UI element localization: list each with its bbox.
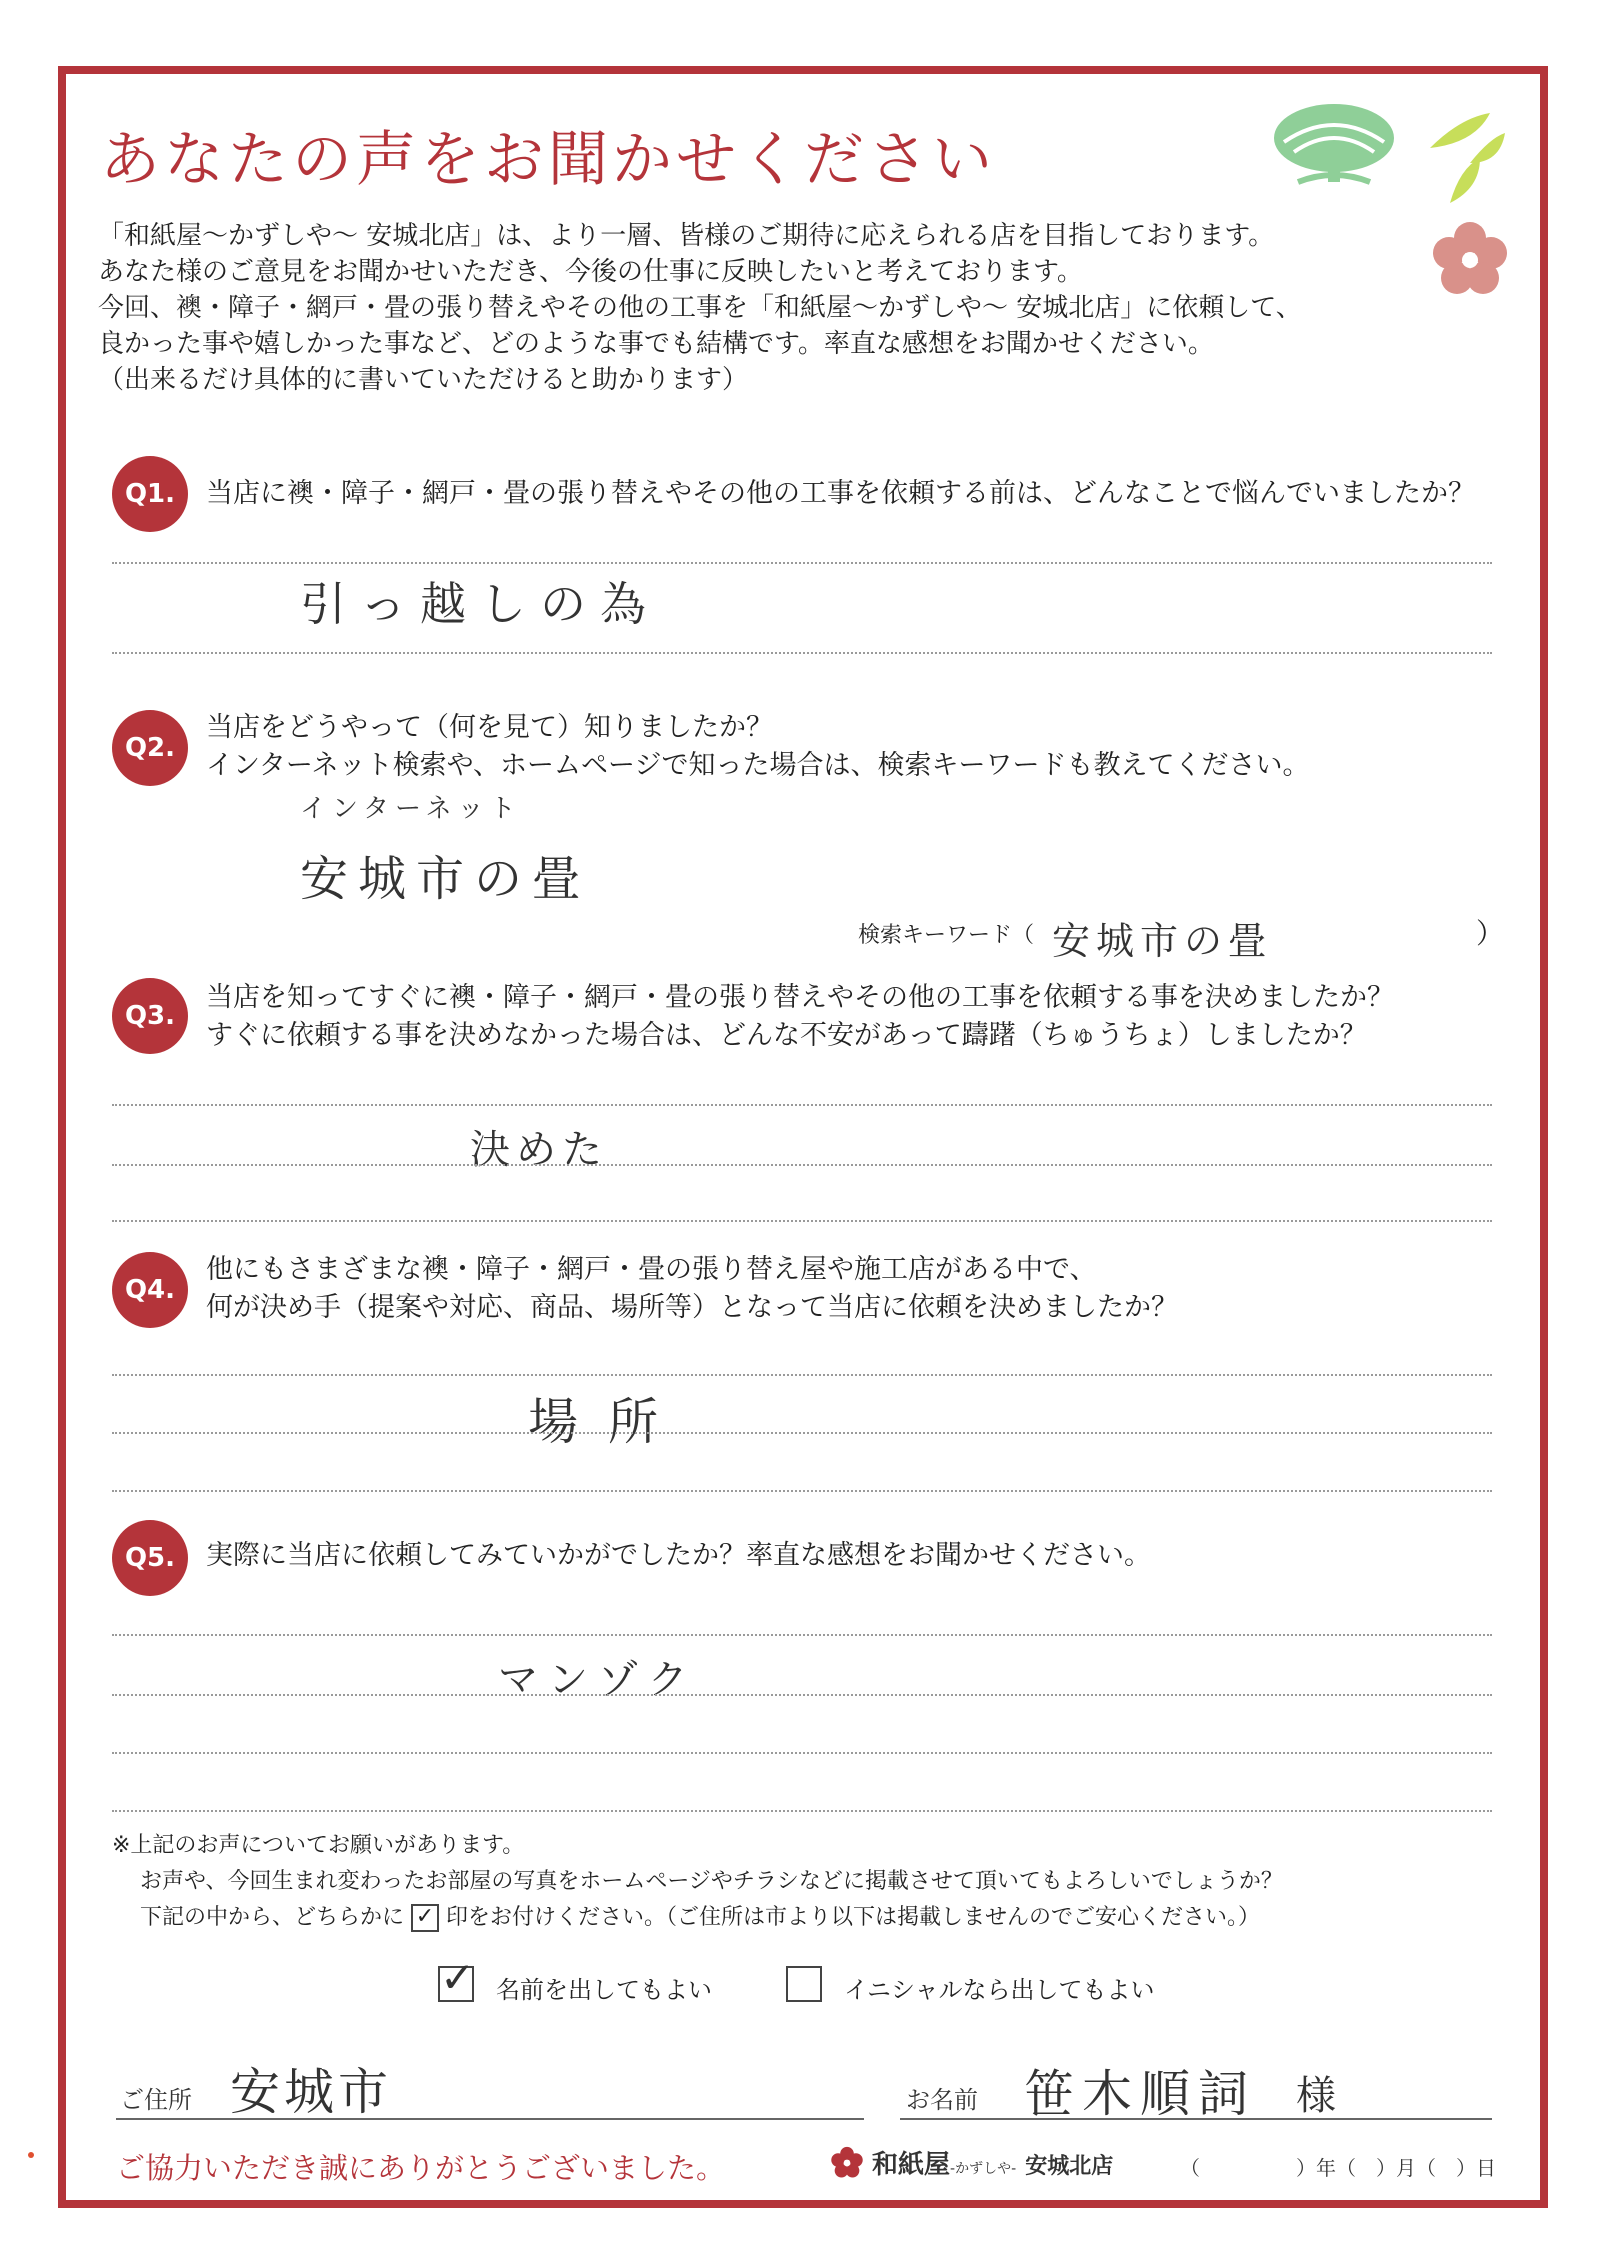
date-day[interactable]: ）日 bbox=[1456, 2156, 1496, 2180]
date-year[interactable]: ）年（ bbox=[1296, 2156, 1356, 2180]
consent-notes bbox=[112, 1828, 1283, 1936]
address-value[interactable]: 安城市 bbox=[230, 2063, 392, 2121]
brand-name bbox=[872, 2144, 1113, 2181]
intro-line: 「和紙屋～かずしや～ 安城北店」は、より一層、皆様のご期待に応えられる店を目指しております。 bbox=[98, 221, 1275, 251]
option1-check-icon: ✓ bbox=[440, 1953, 476, 2002]
intro-text bbox=[98, 218, 1428, 398]
q3-text-line2: すぐに依頼する事を決めなかった場合は、どんな不安があって躊躇（ちゅうちょ）しましたか？ bbox=[206, 1020, 1367, 1051]
thanks-message: ご協力いただき誠にありがとうございました。 bbox=[116, 2151, 726, 2185]
keyword-value[interactable]: 安城市の畳 bbox=[1052, 919, 1273, 963]
q1-text: 当店に襖・障子・網戸・畳の張り替えやその他の工事を依頼する前は、どんなことで悩んでいましたか？ bbox=[206, 478, 1475, 509]
q4-badge: Q4. bbox=[112, 1252, 188, 1328]
brand-main: 和紙屋 bbox=[872, 2150, 951, 2180]
note-line: お声や、今回生まれ変わったお部屋の写真をホームページやチラシなどに掲載させて頂いてもよろしいでしょうか？ bbox=[140, 1869, 1283, 1894]
answer-line bbox=[112, 1164, 1492, 1166]
q2-text-line1: 当店をどうやって（何を見て）知りましたか？ bbox=[206, 712, 773, 743]
address-label: ご住所 bbox=[120, 2086, 192, 2114]
bamboo-leaf-icon bbox=[1420, 108, 1510, 208]
date-open: （ bbox=[1180, 2156, 1200, 2180]
name-label: お名前 bbox=[906, 2086, 978, 2114]
name-value[interactable]: 笹木順詞 bbox=[1024, 2065, 1256, 2123]
answer-line bbox=[112, 1490, 1492, 1492]
answer-line bbox=[112, 562, 1492, 564]
intro-line: （出来るだけ具体的に書いていただけると助かります） bbox=[98, 365, 749, 395]
answer-line bbox=[112, 1634, 1492, 1636]
q4-answer[interactable]: 場所 bbox=[528, 1393, 688, 1451]
note-line-instruction bbox=[112, 1900, 1283, 1936]
honorific: 様 bbox=[1296, 2073, 1336, 2119]
answer-line bbox=[112, 1694, 1492, 1696]
intro-line: 良かった事や嬉しかった事など、どのような事でも結構です。率直な感想をお聞かせください。 bbox=[98, 329, 1214, 359]
inline-check-icon: ✓ bbox=[411, 1904, 439, 1932]
q3-badge: Q3. bbox=[112, 978, 188, 1054]
note-line: ※上記のお声についてお願いがあります。 bbox=[112, 1833, 525, 1858]
answer-line bbox=[112, 1752, 1492, 1754]
answer-line bbox=[112, 1104, 1492, 1106]
brand-flower-icon bbox=[830, 2146, 864, 2180]
q5-answer[interactable]: マンゾク bbox=[498, 1657, 698, 1703]
intro-line: 今回、襖・障子・網戸・畳の張り替えやその他の工事を「和紙屋～かずしや～ 安城北店」に依頼して、 bbox=[98, 293, 1302, 323]
name-underline bbox=[900, 2118, 1492, 2120]
keyword-label: 検索キーワード（ bbox=[858, 923, 1035, 948]
option2-label: イニシャルなら出してもよい bbox=[844, 1976, 1155, 2004]
note-line: 印をお付けください。（ご住所は市より以下は掲載しませんのでご安心ください。） bbox=[446, 1905, 1261, 1930]
q2-badge: Q2. bbox=[112, 710, 188, 786]
address-underline bbox=[116, 2118, 864, 2120]
answer-line bbox=[112, 652, 1492, 654]
note-line: 下記の中から、どちらかに bbox=[140, 1905, 405, 1930]
brand-sub: -かずしや- bbox=[950, 2161, 1017, 2177]
keyword-close: ） bbox=[1476, 917, 1505, 950]
q2-answer-line2[interactable]: 安城市の畳 bbox=[300, 851, 591, 907]
option2-checkbox[interactable] bbox=[786, 1966, 822, 2002]
q5-text: 実際に当店に依頼してみていかがでしたか？率直な感想をお聞かせください。 bbox=[206, 1540, 1151, 1571]
q4-text-line2: 何が決め手（提案や対応、商品、場所等）となって当店に依頼を決めましたか？ bbox=[206, 1292, 1178, 1323]
q4-text-line1: 他にもさまざまな襖・障子・網戸・畳の張り替え屋や施工店がある中で、 bbox=[206, 1254, 1097, 1285]
answer-line bbox=[112, 1810, 1492, 1812]
q3-answer[interactable]: 決めた bbox=[470, 1127, 608, 1173]
date-month[interactable]: ）月（ bbox=[1376, 2156, 1436, 2180]
q1-badge: Q1. bbox=[112, 456, 188, 532]
q1-answer[interactable]: 引っ越しの為 bbox=[300, 577, 660, 631]
brand-store: 安城北店 bbox=[1025, 2154, 1114, 2179]
margin-dot bbox=[28, 2152, 34, 2158]
q2-answer-line1[interactable]: インターネット bbox=[300, 794, 522, 824]
answer-line bbox=[112, 1432, 1492, 1434]
q2-text-line2: インターネット検索や、ホームページで知った場合は、検索キーワードも教えてください。 bbox=[206, 750, 1310, 781]
intro-line: あなた様のご意見をお聞かせいただき、今後の仕事に反映したいと考えております。 bbox=[98, 257, 1083, 287]
plum-blossom-icon bbox=[1430, 220, 1510, 300]
answer-line bbox=[112, 1374, 1492, 1376]
pine-icon bbox=[1268, 98, 1400, 190]
q3-text-line1: 当店を知ってすぐに襖・障子・網戸・畳の張り替えやその他の工事を依頼する事を決めましたか？ bbox=[206, 982, 1394, 1013]
q5-badge: Q5. bbox=[112, 1520, 188, 1596]
answer-line bbox=[112, 1220, 1492, 1222]
option1-label: 名前を出してもよい bbox=[496, 1976, 712, 2004]
page-title: あなたの声をお聞かせください bbox=[100, 125, 996, 195]
